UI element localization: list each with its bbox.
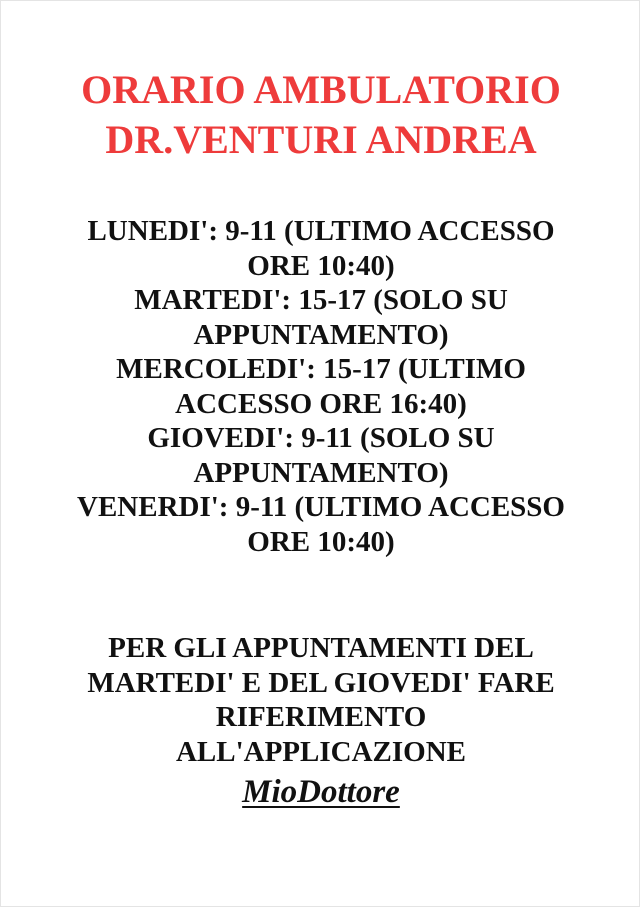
- note-line: PER GLI APPUNTAMENTI DEL: [108, 632, 534, 664]
- note-line: MARTEDI' E DEL GIOVEDI' FARE: [87, 666, 555, 699]
- schedule-line: APPUNTAMENTO): [193, 456, 449, 489]
- opening-hours-list: [21, 214, 621, 559]
- schedule-line: ACCESSO ORE 16:40): [175, 387, 467, 420]
- schedule-line: ORE 10:40): [247, 525, 395, 558]
- title-line-1: ORARIO AMBULATORIO: [81, 67, 561, 112]
- schedule-line: ORE 10:40): [247, 249, 395, 282]
- appointment-note: [21, 631, 621, 813]
- schedule-line: VENERDI': 9-11 (ULTIMO ACCESSO: [77, 491, 565, 523]
- schedule-line: MERCOLEDI': 15-17 (ULTIMO: [116, 353, 526, 385]
- schedule-line: MARTEDI': 15-17 (SOLO SU: [134, 284, 508, 316]
- page-title: [1, 65, 640, 165]
- title-line-2: DR.VENTURI ANDREA: [105, 117, 537, 162]
- schedule-line: GIOVEDI': 9-11 (SOLO SU: [147, 422, 495, 454]
- note-line: RIFERIMENTO: [215, 701, 427, 733]
- schedule-line: APPUNTAMENTO): [193, 318, 449, 351]
- note-line: ALL'APPLICAZIONE: [175, 735, 467, 768]
- app-name-mio-dottore: MioDottore: [242, 774, 400, 810]
- schedule-line: LUNEDI': 9-11 (ULTIMO ACCESSO: [87, 215, 555, 247]
